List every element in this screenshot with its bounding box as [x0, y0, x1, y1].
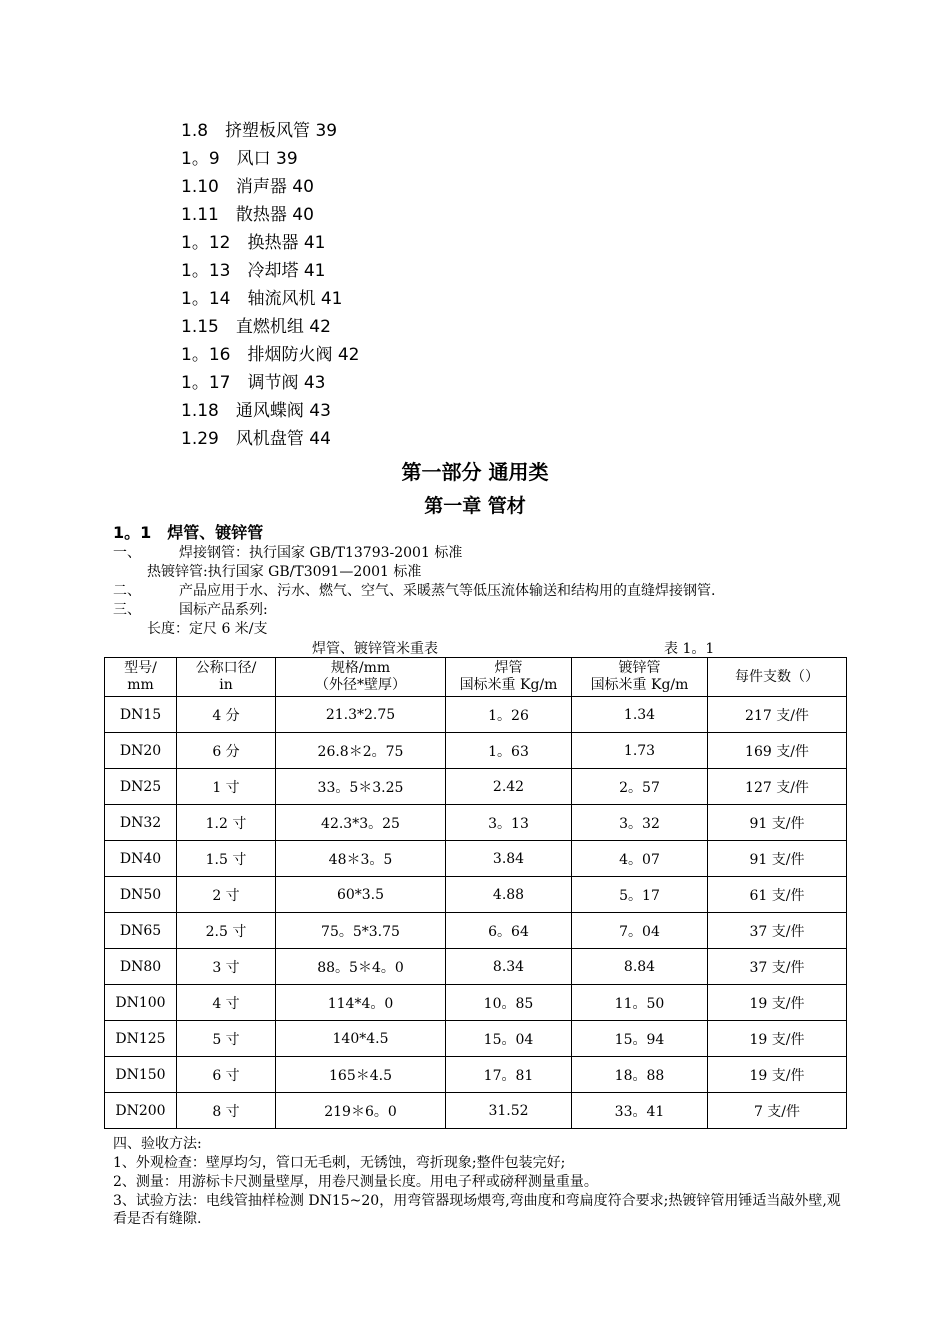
- table-cell: DN25: [105, 769, 177, 805]
- table-cell: 2。57: [572, 769, 708, 805]
- table-cell: 6。64: [446, 913, 572, 949]
- table-cell: 19 支/件: [708, 1057, 847, 1093]
- table-cell: DN15: [105, 697, 177, 733]
- table-cell: 17。81: [446, 1057, 572, 1093]
- table-cell: 8.34: [446, 949, 572, 985]
- table-cell: 31.52: [446, 1093, 572, 1129]
- pipe-weight-table: [104, 657, 847, 1129]
- table-cell: 3 寸: [177, 949, 276, 985]
- table-cell: 165＊4.5: [276, 1057, 446, 1093]
- table-cell: 5。17: [572, 877, 708, 913]
- table-cell: 4。07: [572, 841, 708, 877]
- table-cell: 7 支/件: [708, 1093, 847, 1129]
- item-two: [113, 582, 715, 600]
- table-row: [105, 769, 847, 805]
- table-cell: 11。50: [572, 985, 708, 1021]
- table-header-row: [105, 658, 847, 697]
- table-cell: 91 支/件: [708, 841, 847, 877]
- table-cell: DN150: [105, 1057, 177, 1093]
- table-cell: 26.8＊2。75: [276, 733, 446, 769]
- table-cell: 19 支/件: [708, 985, 847, 1021]
- chapter-title: 第一章 管材: [424, 495, 526, 517]
- table-cell: DN20: [105, 733, 177, 769]
- table-cell: 1.34: [572, 697, 708, 733]
- table-cell: 4.88: [446, 877, 572, 913]
- table-row: [105, 913, 847, 949]
- table-of-contents: [181, 117, 359, 453]
- table-row: [105, 877, 847, 913]
- table-number: 表 1。1: [664, 641, 715, 657]
- table-cell: 6 分: [177, 733, 276, 769]
- item-text: 国标产品系列:: [179, 602, 268, 618]
- table-cell: 8 寸: [177, 1093, 276, 1129]
- table-cell: 91 支/件: [708, 805, 847, 841]
- header-cell: 规格/mm （外径*壁厚）: [276, 658, 446, 697]
- toc-item[interactable]: 1.29 风机盘管 44: [181, 429, 331, 449]
- table-row: [105, 985, 847, 1021]
- table-cell: 15。94: [572, 1021, 708, 1057]
- table-row: [105, 949, 847, 985]
- table-cell: DN32: [105, 805, 177, 841]
- header-cell: 焊管 国标米重 Kg/m: [446, 658, 572, 697]
- item-one-continued: 热镀锌管:执行国家 GB/T3091—2001 标准: [147, 564, 422, 580]
- toc-item[interactable]: 1.8 挤塑板风管 39: [181, 121, 338, 141]
- table-cell: 140*4.5: [276, 1021, 446, 1057]
- table-cell: 169 支/件: [708, 733, 847, 769]
- table-cell: 3.84: [446, 841, 572, 877]
- toc-item[interactable]: 1.10 消声器 40: [181, 177, 314, 197]
- table-cell: 127 支/件: [708, 769, 847, 805]
- table-cell: 7。04: [572, 913, 708, 949]
- table-row: [105, 697, 847, 733]
- table-cell: DN40: [105, 841, 177, 877]
- table-cell: 3。13: [446, 805, 572, 841]
- table-cell: 2.42: [446, 769, 572, 805]
- table-cell: 37 支/件: [708, 913, 847, 949]
- table-caption: 焊管、镀锌管米重表: [312, 641, 438, 657]
- table-cell: 21.3*2.75: [276, 697, 446, 733]
- table-cell: 4 寸: [177, 985, 276, 1021]
- table-cell: 217 支/件: [708, 697, 847, 733]
- table-cell: 1。26: [446, 697, 572, 733]
- header-cell: 公称口径/ in: [177, 658, 276, 697]
- table-row: [105, 1093, 847, 1129]
- table-cell: 19 支/件: [708, 1021, 847, 1057]
- toc-item[interactable]: 1。13 冷却塔 41: [181, 261, 326, 281]
- acceptance-item: 1、外观检查：壁厚均匀，管口无毛刺，无锈蚀，弯折现象;整件包装完好;: [113, 1155, 566, 1171]
- toc-item[interactable]: 1。9 风口 39: [181, 149, 298, 169]
- table-cell: 61 支/件: [708, 877, 847, 913]
- table-cell: DN65: [105, 913, 177, 949]
- table-cell: 33。5＊3.25: [276, 769, 446, 805]
- table-cell: 88。5＊4。0: [276, 949, 446, 985]
- toc-item[interactable]: 1。14 轴流风机 41: [181, 289, 343, 309]
- table-cell: 10。85: [446, 985, 572, 1021]
- list-marker: 三、: [113, 602, 141, 618]
- table-cell: 60*3.5: [276, 877, 446, 913]
- table-cell: 1.2 寸: [177, 805, 276, 841]
- table-row: [105, 805, 847, 841]
- acceptance-title: 四、验收方法:: [113, 1136, 202, 1152]
- toc-item[interactable]: 1。17 调节阀 43: [181, 373, 326, 393]
- header-cell: 镀锌管 国标米重 Kg/m: [572, 658, 708, 697]
- table-cell: 48＊3。5: [276, 841, 446, 877]
- table-cell: DN125: [105, 1021, 177, 1057]
- table-cell: 42.3*3。25: [276, 805, 446, 841]
- section-heading: 1。1 焊管、镀锌管: [113, 523, 264, 542]
- table-cell: 4 分: [177, 697, 276, 733]
- table-row: [105, 841, 847, 877]
- table-cell: 1.73: [572, 733, 708, 769]
- table-cell: 15。04: [446, 1021, 572, 1057]
- table-row: [105, 1021, 847, 1057]
- table-cell: DN200: [105, 1093, 177, 1129]
- toc-item[interactable]: 1.11 散热器 40: [181, 205, 314, 225]
- acceptance-item: 2、测量：用游标卡尺测量壁厚，用卷尺测量长度。用电子秤或磅秤测量重量。: [113, 1174, 598, 1190]
- toc-item[interactable]: 1。12 换热器 41: [181, 233, 326, 253]
- table-row: [105, 1057, 847, 1093]
- header-cell: 每件支数（）: [708, 658, 847, 697]
- table-cell: 2 寸: [177, 877, 276, 913]
- table-cell: 1.5 寸: [177, 841, 276, 877]
- length-spec: 长度：定尺 6 米/支: [147, 621, 268, 637]
- table-cell: 75。5*3.75: [276, 913, 446, 949]
- item-one: [113, 544, 462, 562]
- table-cell: DN100: [105, 985, 177, 1021]
- table-cell: 3。32: [572, 805, 708, 841]
- table-cell: 6 寸: [177, 1057, 276, 1093]
- acceptance-item: 3、试验方法：电线管抽样检测 DN15~20，用弯管器现场煨弯,弯曲度和弯扁度符合要求;热镀锌管用锤适当敲外壁,观看是否有缝隙.: [113, 1193, 841, 1227]
- list-marker: 二、: [113, 583, 141, 599]
- table-cell: 33。41: [572, 1093, 708, 1129]
- toc-item[interactable]: 1.18 通风蝶阀 43: [181, 401, 331, 421]
- table-cell: 18。88: [572, 1057, 708, 1093]
- part-title: 第一部分 通用类: [401, 460, 549, 484]
- list-marker: 一、: [113, 545, 141, 561]
- table-cell: 114*4。0: [276, 985, 446, 1021]
- table-cell: 1。63: [446, 733, 572, 769]
- toc-item[interactable]: 1。16 排烟防火阀 42: [181, 345, 360, 365]
- table-cell: 5 寸: [177, 1021, 276, 1057]
- item-three: [113, 601, 268, 619]
- table-row: [105, 733, 847, 769]
- header-cell: 型号/ mm: [105, 658, 177, 697]
- table-cell: 219＊6。0: [276, 1093, 446, 1129]
- toc-item[interactable]: 1.15 直燃机组 42: [181, 317, 331, 337]
- table-cell: 1 寸: [177, 769, 276, 805]
- table-cell: 37 支/件: [708, 949, 847, 985]
- table-cell: 8.84: [572, 949, 708, 985]
- table-cell: 2.5 寸: [177, 913, 276, 949]
- item-text: 产品应用于水、污水、燃气、空气、采暖蒸气等低压流体输送和结构用的直缝焊接钢管.: [179, 583, 716, 599]
- table-cell: DN50: [105, 877, 177, 913]
- table-cell: DN80: [105, 949, 177, 985]
- item-text: 焊接钢管：执行国家 GB/T13793-2001 标准: [179, 545, 463, 561]
